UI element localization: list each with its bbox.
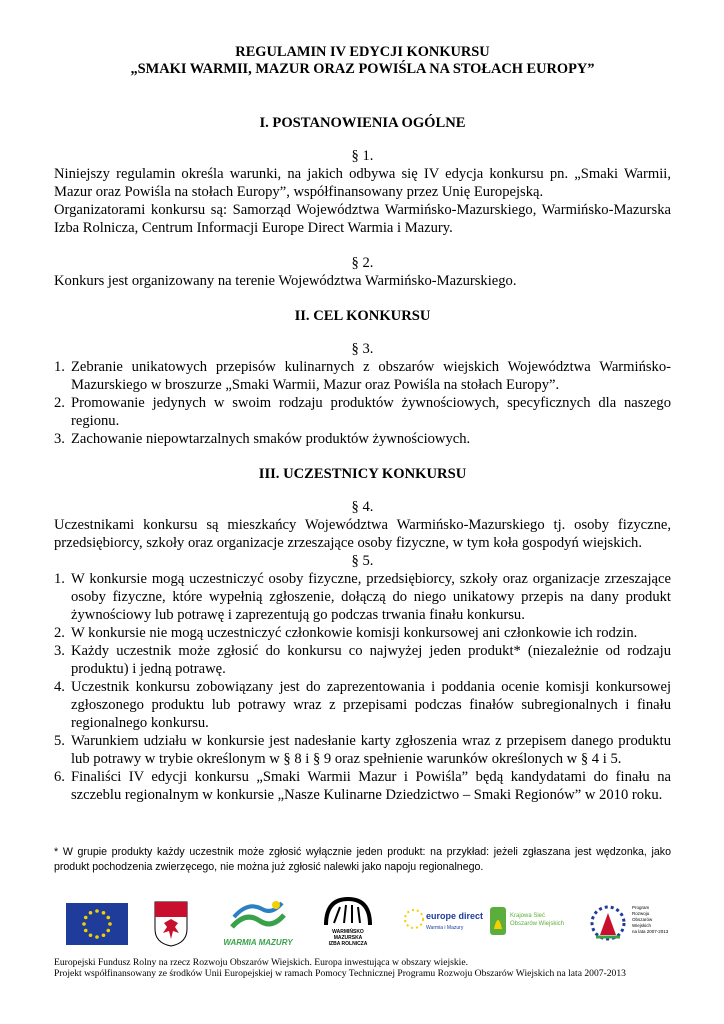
izba-text-line3: IZBA ROLNICZA	[328, 941, 368, 947]
list-item: 1. W konkursie mogą uczestniczyć osoby fizyczne, przedsiębiorcy, szkoły oraz organizacje zrzeszające osoby fizyczne, które wypełnią zgłoszenie, dołączą do niego unikatowy przepis na dany produkt żywnościowy lub potrawę i zaprezentują go podczas trwania finału konkursu.	[54, 571, 671, 623]
list-item: 4. Uczestnik konkursu zobowiązany jest do zaprezentowania i poddania ocenie komisji konkursowej zgłoszonego produktu lub potrawy wraz z przepisami podczas finałów subregionalnych i finału regionalnego konkursu.	[54, 679, 671, 731]
warmia-mazury-logo	[223, 897, 293, 953]
document-body	[54, 44, 671, 885]
document-title-line1: REGULAMIN IV EDYCJI KONKURSU	[235, 44, 490, 60]
izba-text-line1: WARMIŃSKO	[332, 929, 364, 935]
eu-flag-logo	[66, 903, 128, 945]
eu-star-icon	[108, 922, 112, 926]
wave-green-icon	[232, 915, 284, 927]
paragraph-number-2: § 2.	[351, 255, 374, 271]
prow-flag-icon	[600, 913, 616, 935]
page-footer	[54, 957, 674, 979]
paragraph-1-organizers: Organizatorami konkursu są: Samorząd Województwa Warmińsko-Mazurskiego, Warmińsko-Mazurska Izba Rolnicza, Centrum Informacji Europe Direct Warmia i Mazury.	[54, 202, 671, 236]
list-item: 3. Zachowanie niepowtarzalnych smaków produktów żywnościowych.	[54, 431, 471, 447]
goals-list	[54, 358, 671, 448]
paragraph-number-5: § 5.	[351, 553, 374, 569]
prow-text-line5: na lata 2007-2013	[632, 929, 669, 934]
section-heading-participants: III. UCZESTNICY KONKURSU	[258, 466, 467, 482]
footer-line2: Projekt współfinansowany ze środków Unii Europejskiej w ramach Pomocy Technicznej Programu Rozwoju Obszarów Wiejskich na lata 2007-2013	[54, 968, 626, 979]
participation-rules-list	[54, 570, 671, 804]
ksow-logo	[488, 903, 572, 943]
izba-rolnicza-logo	[318, 895, 378, 953]
europe-direct-text: europe direct	[426, 911, 484, 921]
paragraph-4-text: Uczestnikami konkursu są mieszkańcy Województwa Warmińsko-Mazurskiego tj. osoby fizyczne, przedsiębiorcy, szkoły oraz organizacje zrzeszające osoby fizyczne, w tym koła gospodyń wiejskich.	[54, 517, 671, 551]
eu-star-icon	[84, 916, 88, 920]
ksow-text-line1: Krajowa Sieć	[510, 913, 546, 919]
izba-text-line2: MAZURSKA	[333, 935, 363, 941]
eu-star-icon	[95, 935, 99, 939]
europe-direct-star-ring	[405, 910, 423, 928]
prow-text-line3: Obszarów	[632, 917, 653, 922]
list-item: 2. W konkursie nie mogą uczestniczyć członkowie komisji konkursowej ani członkowie ich rodzin.	[54, 625, 638, 641]
wheat-icon	[334, 905, 360, 923]
list-item: 6. Finaliści IV edycji konkursu „Smaki Warmii Mazur i Powiśla” będą kandydatami do finału na szczeblu regionalnym w konkursie „Nasze Kulinarne Dziedzictwo – Smaki Regionów” w 2010 roku.	[54, 769, 671, 803]
footnote: * W grupie produkty każdy uczestnik może zgłosić wyłącznie jeden produkt: na przykład: jeżeli zgłaszana jest wędzonka, jako produkt pochodzenia zwierzęcego, nie można już zgłosić nalewki jako napoju regionalnego.	[54, 845, 671, 873]
prow-text-line2: Rozwoju	[632, 911, 650, 916]
eu-star-icon	[102, 933, 106, 937]
eu-star-icon	[95, 909, 99, 913]
section-heading-general: I. POSTANOWIENIA OGÓLNE	[259, 115, 466, 131]
section-heading-goal: II. CEL KONKURSU	[294, 308, 431, 324]
paragraph-number-1: § 1.	[351, 148, 374, 164]
list-item: 1. Zebranie unikatowych przepisów kulinarnych z obszarów wiejskich Województwa Warmińsko-Mazurskiego w broszurze „Smaki Warmii, Mazur oraz Powiśla na stołach Europy”.	[54, 359, 671, 393]
shield-red-field	[155, 902, 187, 917]
coat-of-arms-logo	[154, 901, 188, 947]
eu-star-icon	[82, 922, 86, 926]
paragraph-number-4: § 4.	[351, 499, 374, 515]
paragraph-number-3: § 3.	[351, 341, 374, 357]
paragraph-1-text: Niniejszy regulamin określa warunki, na jakich odbywa się IV edycja konkursu pn. „Smaki Warmii, Mazur oraz Powiśla na stołach Europy”, współfinansowany przez Unię Europejską.	[54, 166, 671, 200]
sun-icon	[272, 901, 280, 909]
list-item: 3. Każdy uczestnik może zgłosić do konkursu co najwyżej jeden produkt* (niezależnie od rodzaju produktu) i jedną potrawę.	[54, 643, 671, 677]
prow-logo	[586, 899, 669, 951]
eu-star-icon	[89, 911, 93, 915]
eu-star-icon	[84, 929, 88, 933]
eu-star-icon	[102, 911, 106, 915]
eu-star-icon	[89, 933, 93, 937]
list-item: 5. Warunkiem udziału w konkursie jest nadesłanie karty zgłoszenia wraz z przepisem danego produktu lub potrawy w trybie określonym w § 8 i § 9 oraz spełnienie warunków określonych w § 4 i 5.	[54, 733, 671, 767]
eu-star-icon	[106, 916, 110, 920]
ksow-text-line2: Obszarów Wiejskich	[510, 921, 565, 927]
prow-text-line1: Program	[632, 905, 650, 910]
footer-line1: Europejski Fundusz Rolny na rzecz Rozwoju Obszarów Wiejskich. Europa inwestująca w obszary wiejskie.	[54, 957, 468, 968]
document-title-line2: „SMAKI WARMII, MAZUR ORAZ POWIŚLA NA STOŁACH EUROPY”	[130, 61, 595, 77]
europe-direct-subtitle: Warmia i Mazury	[426, 925, 464, 931]
arch-icon	[326, 899, 370, 925]
prow-text-line4: Wiejskich	[632, 923, 652, 928]
list-item: 2. Promowanie jedynych w swoim rodzaju produktów żywnościowych, specyficznych dla naszego regionu.	[54, 395, 671, 429]
eu-star-icon	[106, 929, 110, 933]
sponsor-logos	[62, 893, 669, 955]
warmia-mazury-text: WARMIA MAZURY	[223, 938, 293, 947]
paragraph-2-text: Konkurs jest organizowany na terenie Województwa Warmińsko-Mazurskiego.	[54, 273, 517, 289]
europe-direct-logo	[402, 901, 484, 947]
